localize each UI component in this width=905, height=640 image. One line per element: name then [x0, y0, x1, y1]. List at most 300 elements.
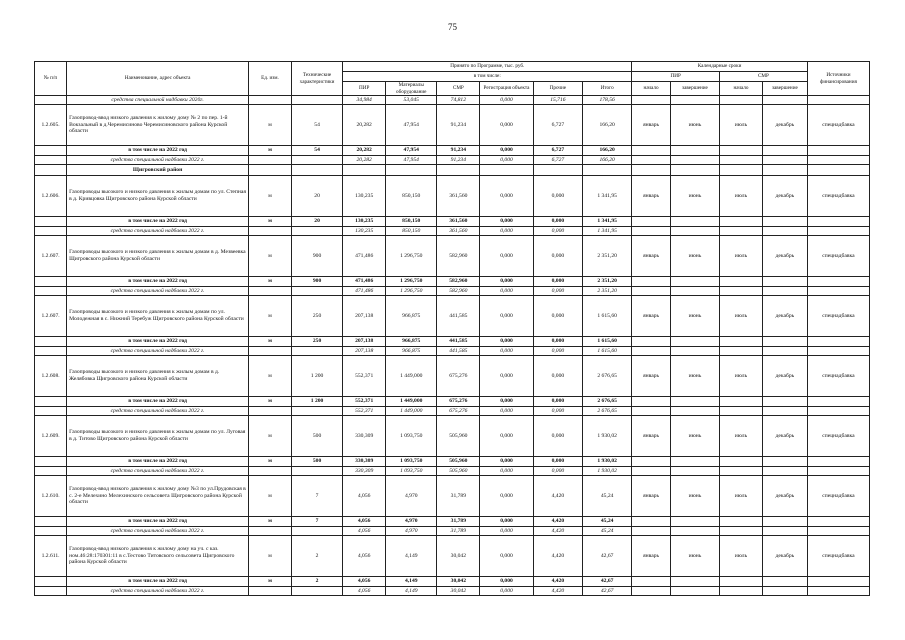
object-source: спецнадбавка — [807, 476, 869, 517]
spec-other: 0,000 — [533, 287, 582, 296]
total-other: 4,420 — [533, 517, 582, 527]
object-pir-end: июнь — [670, 105, 719, 146]
object-source: спецнадбавка — [807, 236, 869, 277]
empty-cell — [632, 457, 671, 467]
total-registration: 0,000 — [480, 146, 534, 156]
empty-cell — [670, 146, 719, 156]
empty-cell — [291, 287, 342, 296]
empty-cell — [35, 287, 67, 296]
spec-smr: 91,234 — [437, 156, 480, 165]
empty-cell — [670, 337, 719, 347]
spec-pir: 4,056 — [343, 587, 386, 596]
object-smr: 505,960 — [437, 416, 480, 457]
object-pir: 207,138 — [343, 296, 386, 337]
empty-cell — [762, 467, 807, 476]
total-registration: 0,000 — [480, 517, 534, 527]
empty-cell — [583, 165, 632, 176]
empty-cell — [386, 165, 437, 176]
total-other: 4,420 — [533, 577, 582, 587]
object-total: 2 351,20 — [583, 236, 632, 277]
object-smr-start: июль — [720, 236, 763, 277]
total-tech: 54 — [291, 146, 342, 156]
spec-other: 6,727 — [533, 156, 582, 165]
total-total: 1 615,60 — [583, 337, 632, 347]
empty-cell — [807, 156, 869, 165]
spec-total: 2 351,20 — [583, 287, 632, 296]
empty-cell — [632, 156, 671, 165]
total-label: в том числе на 2022 год — [67, 397, 249, 407]
empty-cell — [35, 577, 67, 587]
object-row — [35, 356, 870, 397]
empty-cell — [762, 587, 807, 596]
spec-materials: 850,150 — [386, 227, 437, 236]
total-smr: 91,234 — [437, 146, 480, 156]
spec-registration: 0,000 — [480, 587, 534, 596]
object-row — [35, 176, 870, 217]
object-pir: 552,371 — [343, 356, 386, 397]
object-registration: 0,000 — [480, 296, 534, 337]
empty-cell — [249, 527, 292, 536]
object-unit: м — [249, 356, 292, 397]
empty-cell — [249, 165, 292, 176]
object-total: 1 930,02 — [583, 416, 632, 457]
total-total: 1 341,95 — [583, 217, 632, 227]
spec-label: средства специальной надбавки 2022 г. — [67, 287, 249, 296]
object-pir-end: июнь — [670, 236, 719, 277]
col-cal-pir: ПИР — [632, 72, 720, 82]
empty-cell — [762, 165, 807, 176]
object-registration: 0,000 — [480, 356, 534, 397]
empty-cell — [762, 347, 807, 356]
empty-cell — [670, 227, 719, 236]
object-smr-end: декабрь — [762, 105, 807, 146]
spec-materials: 1 449,000 — [386, 407, 437, 416]
col-tech: Технические характеристики — [291, 62, 342, 96]
object-name: Газопровод-ввод низкого давления к жилому дому №3 по ул.Прудовская в с. 2-е Мелехино Мелехинского сельсовета Щигровского района Курской области — [67, 476, 249, 517]
empty-cell — [762, 397, 807, 407]
object-registration: 0,000 — [480, 105, 534, 146]
object-other: 0,000 — [533, 176, 582, 217]
section-title: Щигровский район — [67, 165, 249, 176]
empty-cell — [720, 165, 763, 176]
empty-cell — [807, 407, 869, 416]
object-total: 1 341,95 — [583, 176, 632, 217]
spec-total: 166,20 — [583, 156, 632, 165]
empty-cell — [720, 457, 763, 467]
empty-cell — [291, 156, 342, 165]
spec-label: средства специальной надбавки 2022 г. — [67, 347, 249, 356]
object-source: спецнадбавка — [807, 105, 869, 146]
spec-smr: 505,960 — [437, 467, 480, 476]
empty-cell — [35, 587, 67, 596]
spec-registration: 0,000 — [480, 467, 534, 476]
spec-registration: 0,000 — [480, 347, 534, 356]
empty-cell — [807, 527, 869, 536]
col-materials: Материалы оборудование — [386, 82, 437, 96]
empty-cell — [35, 227, 67, 236]
total-other: 0,000 — [533, 217, 582, 227]
object-source: спецнадбавка — [807, 536, 869, 577]
spec-total: 2 676,65 — [583, 407, 632, 416]
total-registration: 0,000 — [480, 337, 534, 347]
empty-cell — [249, 467, 292, 476]
object-total: 45,24 — [583, 476, 632, 517]
object-smr-end: декабрь — [762, 416, 807, 457]
col-pir-end: завершение — [670, 82, 719, 96]
empty-cell — [762, 407, 807, 416]
object-tech: 54 — [291, 105, 342, 146]
empty-cell — [670, 457, 719, 467]
empty-cell — [720, 347, 763, 356]
empty-cell — [35, 165, 67, 176]
object-num: 1.2.610. — [35, 476, 67, 517]
total-materials: 4,970 — [386, 517, 437, 527]
spec-total: 1 341,95 — [583, 227, 632, 236]
object-num: 1.2.609. — [35, 416, 67, 457]
object-num: 1.2.605. — [35, 105, 67, 146]
empty-cell — [632, 467, 671, 476]
object-name: Газопроводы высокого и низкого давления к жилым домам по ул. Степная в д. Кривцовка Щигровского района Курской области — [67, 176, 249, 217]
object-pir-start: январь — [632, 536, 671, 577]
program-table — [34, 61, 870, 596]
col-name: Наименование, адрес объекта — [67, 62, 249, 96]
empty-cell — [807, 457, 869, 467]
empty-cell — [807, 467, 869, 476]
empty-cell — [720, 217, 763, 227]
object-unit: м — [249, 105, 292, 146]
object-num: 1.2.606. — [35, 176, 67, 217]
empty-cell — [807, 347, 869, 356]
object-materials: 4,149 — [386, 536, 437, 577]
spec-registration: 0,000 — [480, 527, 534, 536]
object-unit: м — [249, 296, 292, 337]
total-label: в том числе на 2022 год — [67, 457, 249, 467]
object-pir: 130,235 — [343, 176, 386, 217]
empty-cell — [632, 577, 671, 587]
total-label: в том числе на 2022 год — [67, 146, 249, 156]
object-source: спецнадбавка — [807, 176, 869, 217]
total-registration: 0,000 — [480, 457, 534, 467]
object-materials: 1 093,750 — [386, 416, 437, 457]
total-unit: м — [249, 517, 292, 527]
empty-cell — [291, 165, 342, 176]
spec-label: средства специальной надбавки 2022 г. — [67, 467, 249, 476]
spec-pir: 552,371 — [343, 407, 386, 416]
spec-other: 15,716 — [533, 96, 582, 105]
empty-cell — [762, 146, 807, 156]
empty-cell — [670, 217, 719, 227]
total-row — [35, 397, 870, 407]
spec-pir: 34,984 — [343, 96, 386, 105]
spec-row — [35, 156, 870, 165]
empty-cell — [670, 165, 719, 176]
empty-cell — [670, 587, 719, 596]
total-pir: 4,056 — [343, 517, 386, 527]
object-other: 0,000 — [533, 236, 582, 277]
table-header — [35, 62, 870, 96]
total-materials: 1 296,750 — [386, 277, 437, 287]
total-materials: 966,875 — [386, 337, 437, 347]
empty-cell — [480, 165, 534, 176]
object-pir: 471,486 — [343, 236, 386, 277]
object-smr: 31,789 — [437, 476, 480, 517]
total-unit: м — [249, 397, 292, 407]
object-pir-start: январь — [632, 356, 671, 397]
spec-registration: 0,000 — [480, 407, 534, 416]
total-pir: 207,138 — [343, 337, 386, 347]
total-unit: м — [249, 217, 292, 227]
object-pir: 4,056 — [343, 476, 386, 517]
object-registration: 0,000 — [480, 236, 534, 277]
spec-pir: 20,282 — [343, 156, 386, 165]
object-pir-end: июнь — [670, 356, 719, 397]
col-pir-start: начало — [632, 82, 671, 96]
total-smr: 441,585 — [437, 337, 480, 347]
empty-cell — [762, 156, 807, 165]
empty-cell — [720, 397, 763, 407]
object-smr: 91,234 — [437, 105, 480, 146]
empty-cell — [632, 227, 671, 236]
total-smr: 30,042 — [437, 577, 480, 587]
empty-cell — [249, 587, 292, 596]
spec-row — [35, 227, 870, 236]
empty-cell — [720, 156, 763, 165]
total-materials: 1 449,000 — [386, 397, 437, 407]
col-smr-start: начало — [720, 82, 763, 96]
section-row — [35, 165, 870, 176]
spec-registration: 0,000 — [480, 96, 534, 105]
col-calendar: Календарные сроки — [632, 62, 808, 72]
empty-cell — [632, 587, 671, 596]
empty-cell — [291, 227, 342, 236]
object-other: 4,420 — [533, 536, 582, 577]
empty-cell — [632, 287, 671, 296]
total-registration: 0,000 — [480, 217, 534, 227]
object-unit: м — [249, 176, 292, 217]
empty-cell — [35, 467, 67, 476]
empty-cell — [720, 407, 763, 416]
total-pir: 4,056 — [343, 577, 386, 587]
empty-cell — [632, 407, 671, 416]
object-pir: 20,282 — [343, 105, 386, 146]
object-name: Газопровод-ввод низкого давления к жилому дому № 2 по пер. 1-й Вокзальный в д.Черемисиново Черемисиновского района Курской области — [67, 105, 249, 146]
empty-cell — [632, 337, 671, 347]
object-smr-end: декабрь — [762, 236, 807, 277]
object-unit: м — [249, 476, 292, 517]
col-total: Итого — [583, 82, 632, 96]
total-tech: 250 — [291, 337, 342, 347]
empty-cell — [720, 577, 763, 587]
object-smr-start: июль — [720, 536, 763, 577]
total-row — [35, 337, 870, 347]
object-materials: 47,954 — [386, 105, 437, 146]
total-materials: 850,150 — [386, 217, 437, 227]
object-smr-end: декабрь — [762, 296, 807, 337]
empty-cell — [291, 467, 342, 476]
spec-materials: 966,875 — [386, 347, 437, 356]
col-unit: Ед. изм. — [249, 62, 292, 96]
col-num: № п/п — [35, 62, 67, 96]
empty-cell — [762, 527, 807, 536]
object-row — [35, 536, 870, 577]
empty-cell — [249, 287, 292, 296]
total-label: в том числе на 2022 год — [67, 577, 249, 587]
object-tech: 2 — [291, 536, 342, 577]
object-pir-end: июнь — [670, 536, 719, 577]
total-other: 0,000 — [533, 457, 582, 467]
object-smr-end: декабрь — [762, 176, 807, 217]
total-tech: 7 — [291, 517, 342, 527]
object-unit: м — [249, 236, 292, 277]
total-total: 42,67 — [583, 577, 632, 587]
spec-smr: 441,585 — [437, 347, 480, 356]
object-pir: 4,056 — [343, 536, 386, 577]
total-pir: 130,235 — [343, 217, 386, 227]
empty-cell — [762, 517, 807, 527]
object-smr-start: июль — [720, 356, 763, 397]
empty-cell — [249, 156, 292, 165]
object-other: 6,727 — [533, 105, 582, 146]
empty-cell — [670, 277, 719, 287]
spec-smr: 361,560 — [437, 227, 480, 236]
empty-cell — [720, 277, 763, 287]
total-other: 0,000 — [533, 337, 582, 347]
spec-other: 0,000 — [533, 227, 582, 236]
spec-row — [35, 287, 870, 296]
col-sources: Источники финансирования — [807, 62, 869, 96]
total-pir: 471,486 — [343, 277, 386, 287]
spec-smr: 675,276 — [437, 407, 480, 416]
total-materials: 1 093,750 — [386, 457, 437, 467]
empty-cell — [807, 397, 869, 407]
object-registration: 0,000 — [480, 536, 534, 577]
empty-cell — [249, 407, 292, 416]
col-cal-smr: СМР — [720, 72, 808, 82]
empty-cell — [670, 287, 719, 296]
total-unit: м — [249, 146, 292, 156]
empty-cell — [632, 347, 671, 356]
object-other: 0,000 — [533, 356, 582, 397]
empty-cell — [291, 587, 342, 596]
spec-other: 0,000 — [533, 407, 582, 416]
total-materials: 4,149 — [386, 577, 437, 587]
empty-cell — [762, 577, 807, 587]
total-materials: 47,954 — [386, 146, 437, 156]
empty-cell — [807, 217, 869, 227]
total-tech: 2 — [291, 577, 342, 587]
total-pir: 552,371 — [343, 397, 386, 407]
total-smr: 31,789 — [437, 517, 480, 527]
total-total: 2 351,20 — [583, 277, 632, 287]
spec-label: средства специальной надбавки 2022 г. — [67, 407, 249, 416]
empty-cell — [35, 217, 67, 227]
spec-row — [35, 527, 870, 536]
spec-label: средства специальной надбавки 2022 г. — [67, 227, 249, 236]
object-registration: 0,000 — [480, 416, 534, 457]
total-row — [35, 577, 870, 587]
empty-cell — [670, 467, 719, 476]
empty-cell — [632, 397, 671, 407]
object-source: спецнадбавка — [807, 416, 869, 457]
spec-row — [35, 587, 870, 596]
empty-cell — [807, 577, 869, 587]
total-smr: 505,960 — [437, 457, 480, 467]
total-row — [35, 277, 870, 287]
object-smr-start: июль — [720, 105, 763, 146]
spec-row — [35, 347, 870, 356]
total-total: 166,20 — [583, 146, 632, 156]
spec-smr: 31,789 — [437, 527, 480, 536]
object-row — [35, 416, 870, 457]
total-tech: 1 200 — [291, 397, 342, 407]
total-label: в том числе на 2022 год — [67, 337, 249, 347]
object-unit: м — [249, 416, 292, 457]
object-tech: 250 — [291, 296, 342, 337]
empty-cell — [35, 517, 67, 527]
spec-total: 45,24 — [583, 527, 632, 536]
empty-cell — [762, 457, 807, 467]
object-pir-end: июнь — [670, 176, 719, 217]
empty-cell — [35, 146, 67, 156]
total-total: 45,24 — [583, 517, 632, 527]
total-smr: 675,276 — [437, 397, 480, 407]
empty-cell — [35, 397, 67, 407]
empty-cell — [807, 517, 869, 527]
spec-label: средства специальной надбавки 2022 г. — [67, 156, 249, 165]
empty-cell — [670, 517, 719, 527]
total-unit: м — [249, 277, 292, 287]
spec-label: средства специальной надбавки 2022 г. — [67, 587, 249, 596]
col-registration: Регистрация объекта — [480, 82, 534, 96]
empty-cell — [291, 407, 342, 416]
empty-cell — [670, 527, 719, 536]
object-tech: 7 — [291, 476, 342, 517]
object-smr-start: июль — [720, 476, 763, 517]
object-materials: 850,150 — [386, 176, 437, 217]
empty-cell — [632, 517, 671, 527]
total-unit: м — [249, 577, 292, 587]
empty-cell — [762, 277, 807, 287]
object-pir-end: июнь — [670, 416, 719, 457]
page-number: 75 — [448, 22, 457, 32]
empty-cell — [807, 227, 869, 236]
empty-cell — [720, 587, 763, 596]
empty-cell — [35, 407, 67, 416]
empty-cell — [343, 165, 386, 176]
object-source: спецнадбавка — [807, 296, 869, 337]
col-pir: ПИР — [343, 82, 386, 96]
spec-other: 0,000 — [533, 467, 582, 476]
empty-cell — [249, 347, 292, 356]
object-num: 1.2.607. — [35, 236, 67, 277]
col-incl: в том числе: — [343, 72, 632, 82]
empty-cell — [291, 347, 342, 356]
total-smr: 582,960 — [437, 277, 480, 287]
spec-materials: 4,970 — [386, 527, 437, 536]
empty-cell — [807, 165, 869, 176]
col-other: Прочие — [533, 82, 582, 96]
spec-pir: 130,235 — [343, 227, 386, 236]
spec-row — [35, 467, 870, 476]
empty-cell — [762, 337, 807, 347]
object-name: Газопроводы высокого и низкого давления к жилым домам по ул. Молодежная в с. Нижний Теребуж Щигровского района Курской области — [67, 296, 249, 337]
object-smr: 361,560 — [437, 176, 480, 217]
spec-smr: 582,960 — [437, 287, 480, 296]
total-registration: 0,000 — [480, 277, 534, 287]
spec-registration: 0,000 — [480, 227, 534, 236]
spec-materials: 4,149 — [386, 587, 437, 596]
total-row — [35, 146, 870, 156]
